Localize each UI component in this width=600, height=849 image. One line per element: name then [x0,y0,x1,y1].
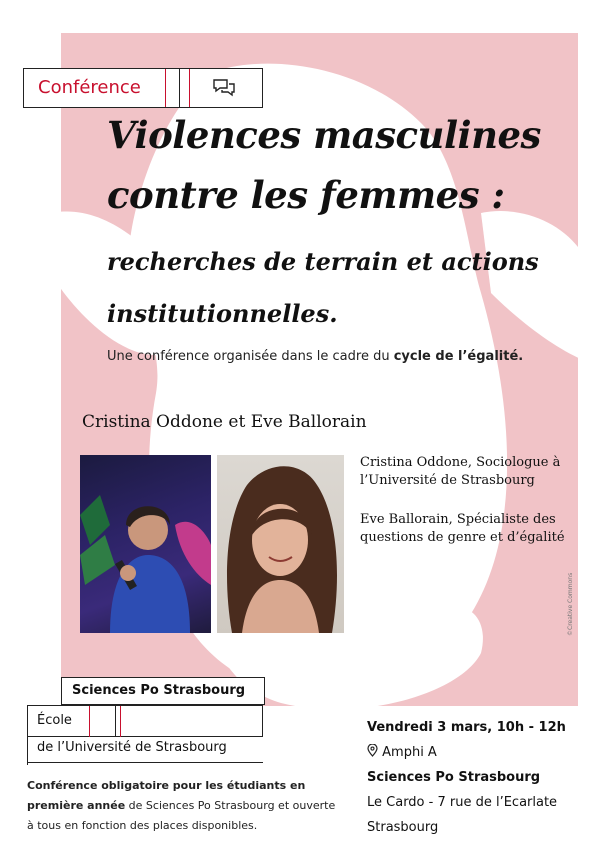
tag-divider [189,69,190,107]
institution-name: Sciences Po Strasbourg [72,683,246,698]
speakers-heading: Cristina Oddone et Eve Ballorain [82,412,367,432]
tag-divider [179,69,180,107]
bio-name: Eve Ballorain [360,512,449,527]
conference-subtitle: recherches de terrain et actions institutionnelles. [107,247,539,328]
intro-text-plain: Une conférence organisée dans le cadre du [107,349,394,364]
bio-eve [360,511,575,547]
institution-line2: de l’Université de Strasbourg [37,740,227,755]
bio-cristina [360,454,575,490]
event-details [367,715,566,840]
location-pin-icon [367,744,378,757]
intro-highlight: cycle de l’égalité. [393,349,524,364]
intro-text [107,349,523,364]
speaker-photo-cristina [80,455,211,633]
box-divider [120,706,121,737]
bio-name: Cristina Oddone [360,455,468,470]
speaker-photo-cristina-graphic [80,455,211,633]
photo-credit: ©Creative Commons [567,572,574,636]
institution-border-left [27,705,28,765]
box-divider [89,706,90,737]
speaker-photo-eve [217,455,344,633]
conference-tag [23,68,263,108]
attendance-notice [27,776,337,836]
event-venue: Sciences Po Strasbourg [367,770,541,785]
institution-line1: École [37,713,72,728]
bio-role: , Sociologue à l’Université de Strasbourg [360,455,561,488]
institution-univ-box [27,737,263,763]
conference-label: Conférence [38,77,141,98]
conference-title: Violences masculines contre les femmes : [107,113,541,217]
box-divider [115,706,116,737]
event-room: Amphi A [382,745,437,760]
chat-bubbles-icon [212,77,236,99]
event-room-line [367,740,566,765]
institution-name-box [61,677,265,705]
notice-rest: de Sciences Po Strasbourg et ouverte à tous en fonction des places disponibles. [27,799,336,832]
speaker-photo-eve-graphic [217,455,344,633]
notice-bold: Conférence obligatoire pour les étudiants en première année [27,779,306,812]
event-address: Le Cardo - 7 rue de l’Ecarlate [367,795,558,810]
event-date: Vendredi 3 mars, 10h - 12h [367,720,566,735]
bio-role: , Spécialiste des questions de genre et d’égalité [360,512,565,545]
tag-divider [165,69,166,107]
event-city: Strasbourg [367,820,439,835]
institution-ecole-box [27,705,263,737]
